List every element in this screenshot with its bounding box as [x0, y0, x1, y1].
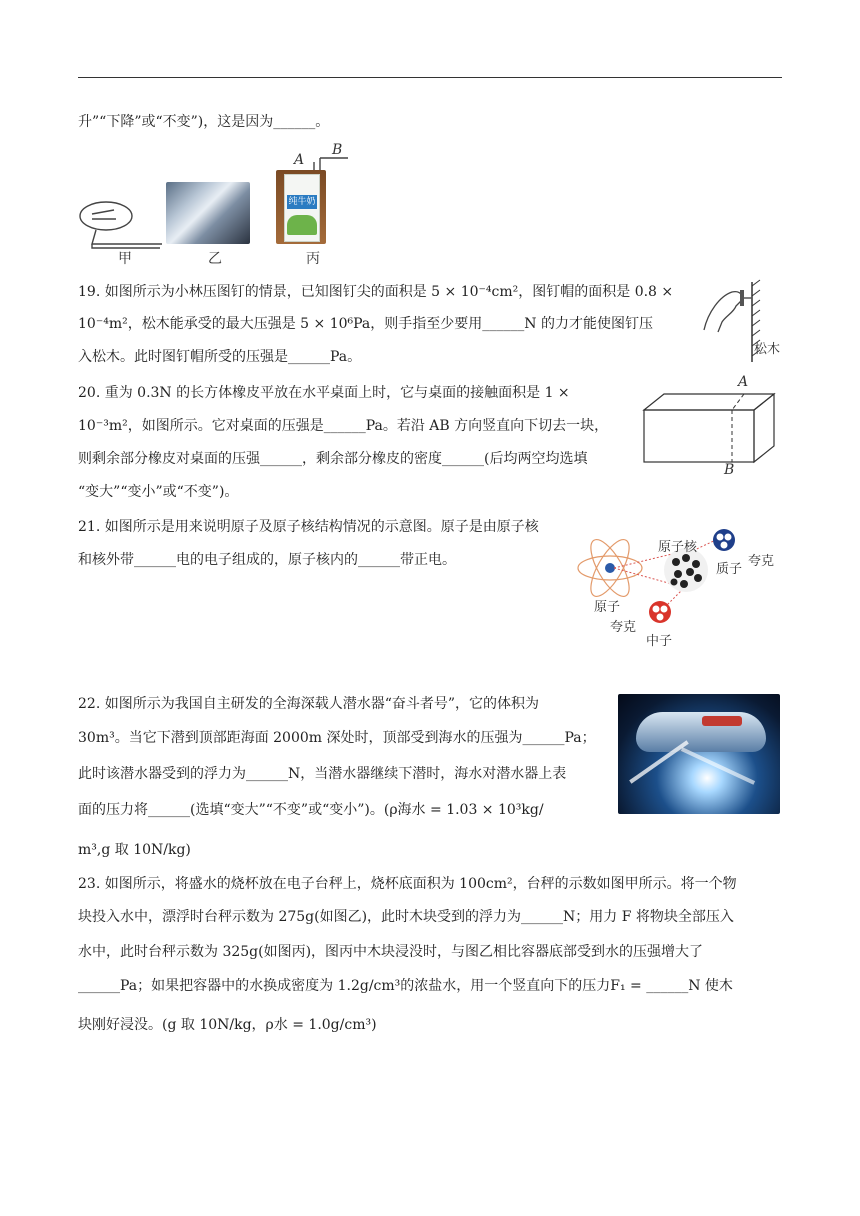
q20-line-1: 20. 重为 0.3N 的长方体橡皮平放在水平桌面上时，它与桌面的接触面积是 1 × [78, 385, 570, 401]
q18-figure [76, 142, 366, 268]
q22-line-3: 此时该潜水器受到的浮力为______N，当潜水器继续下潜时，海水对潜水器上表 [78, 766, 567, 782]
label-bing: 丙 [306, 251, 320, 267]
label-proton: 质子 [716, 562, 743, 577]
milk-carton-photo [276, 170, 326, 244]
crushed-carton-photo [166, 182, 250, 244]
q22-line-4: 面的压力将______(选填“变大”“不变”或“变小”)。(ρ海水 = 1.03 × 10³kg/ [78, 802, 544, 818]
q23-line-2: 块投入水中，漂浮时台秤示数为 275g(如图乙)，此时木块受到的浮力为______N；用力 F 将物块全部压入 [78, 909, 734, 925]
q21-line-2: 和核外带______电的电子组成的，原子核内的______带正电。 [78, 552, 456, 568]
submersible-photo [618, 694, 780, 814]
q21-line-1: 21. 如图所示是用来说明原子及原子核结构情况的示意图。原子是由原子核 [78, 519, 539, 535]
header-rule [78, 77, 782, 78]
q23-line-3: 水中，此时台秤示数为 325g(如图丙)，图丙中木块浸没时，与图乙相比容器底部受到水的压强增大了 [78, 944, 704, 960]
label-B: B [332, 142, 343, 158]
label-nucleus: 原子核 [658, 540, 698, 555]
q19-line-3: 入松木。此时图钉帽所受的压强是______Pa。 [78, 349, 362, 365]
label-A: A [294, 152, 305, 168]
q18-tail-line: 升”“下降”或“不变”)，这是因为______。 [78, 114, 330, 130]
q22-line-1: 22. 如图所示为我国自主研发的全海深载人潜水器“奋斗者号”，它的体积为 [78, 696, 540, 712]
q23-line-4: ______Pa；如果把容器中的水换成密度为 1.2g/cm³的浓盐水，用一个竖直向下的压力F₁ = ______N 使木 [78, 978, 733, 994]
q22-line-5: m³,g 取 10N/kg) [78, 842, 191, 858]
label-quark-bottom: 夸克 [610, 620, 637, 635]
q20-figure [634, 374, 784, 480]
label-atom: 原子 [594, 600, 621, 615]
label-neutron: 中子 [646, 634, 673, 649]
q19-figure [696, 276, 786, 366]
carton-label: 纯牛奶 [288, 197, 316, 207]
q23-line-5: 块刚好浸没。(g 取 10N/kg，ρ水 = 1.0g/cm³) [78, 1017, 377, 1033]
eraser-block-drawing [634, 380, 784, 480]
q22-line-2: 30m³。当它下潜到顶部距海面 2000m 深处时，顶部受到海水的压强为______Pa； [78, 730, 596, 746]
label-pine-wood: 松木 [754, 342, 781, 357]
label-jia: 甲 [118, 251, 132, 267]
label-quark-top: 夸克 [748, 554, 775, 569]
q19-line-2: 10⁻⁴m²，松木能承受的最大压强是 5 × 10⁶Pa，则手指至少要用______N 的力才能使图钉压 [78, 316, 653, 332]
q20-line-2: 10⁻³m²，如图所示。它对桌面的压强是______Pa。若沿 AB 方向竖直向下切去一块， [78, 418, 609, 434]
q23-line-1: 23. 如图所示，将盛水的烧杯放在电子台秤上，烧杯底面积为 100cm²，台秤的示数如图甲所示。将一个物 [78, 876, 737, 892]
label-A: A [738, 374, 749, 390]
q20-line-3: 则剩余部分橡皮对桌面的压强______，剩余部分橡皮的密度______(后均两空均选填 [78, 451, 588, 467]
label-yi: 乙 [208, 251, 222, 267]
q19-line-1: 19. 如图所示为小林压图钉的情景，已知图钉尖的面积是 5 × 10⁻⁴cm²，图钉帽的面积是 0.8 × [78, 284, 674, 300]
q20-line-4: “变大”“变小”或“不变”)。 [78, 484, 239, 500]
label-B: B [724, 462, 735, 478]
q21-figure [574, 524, 786, 654]
